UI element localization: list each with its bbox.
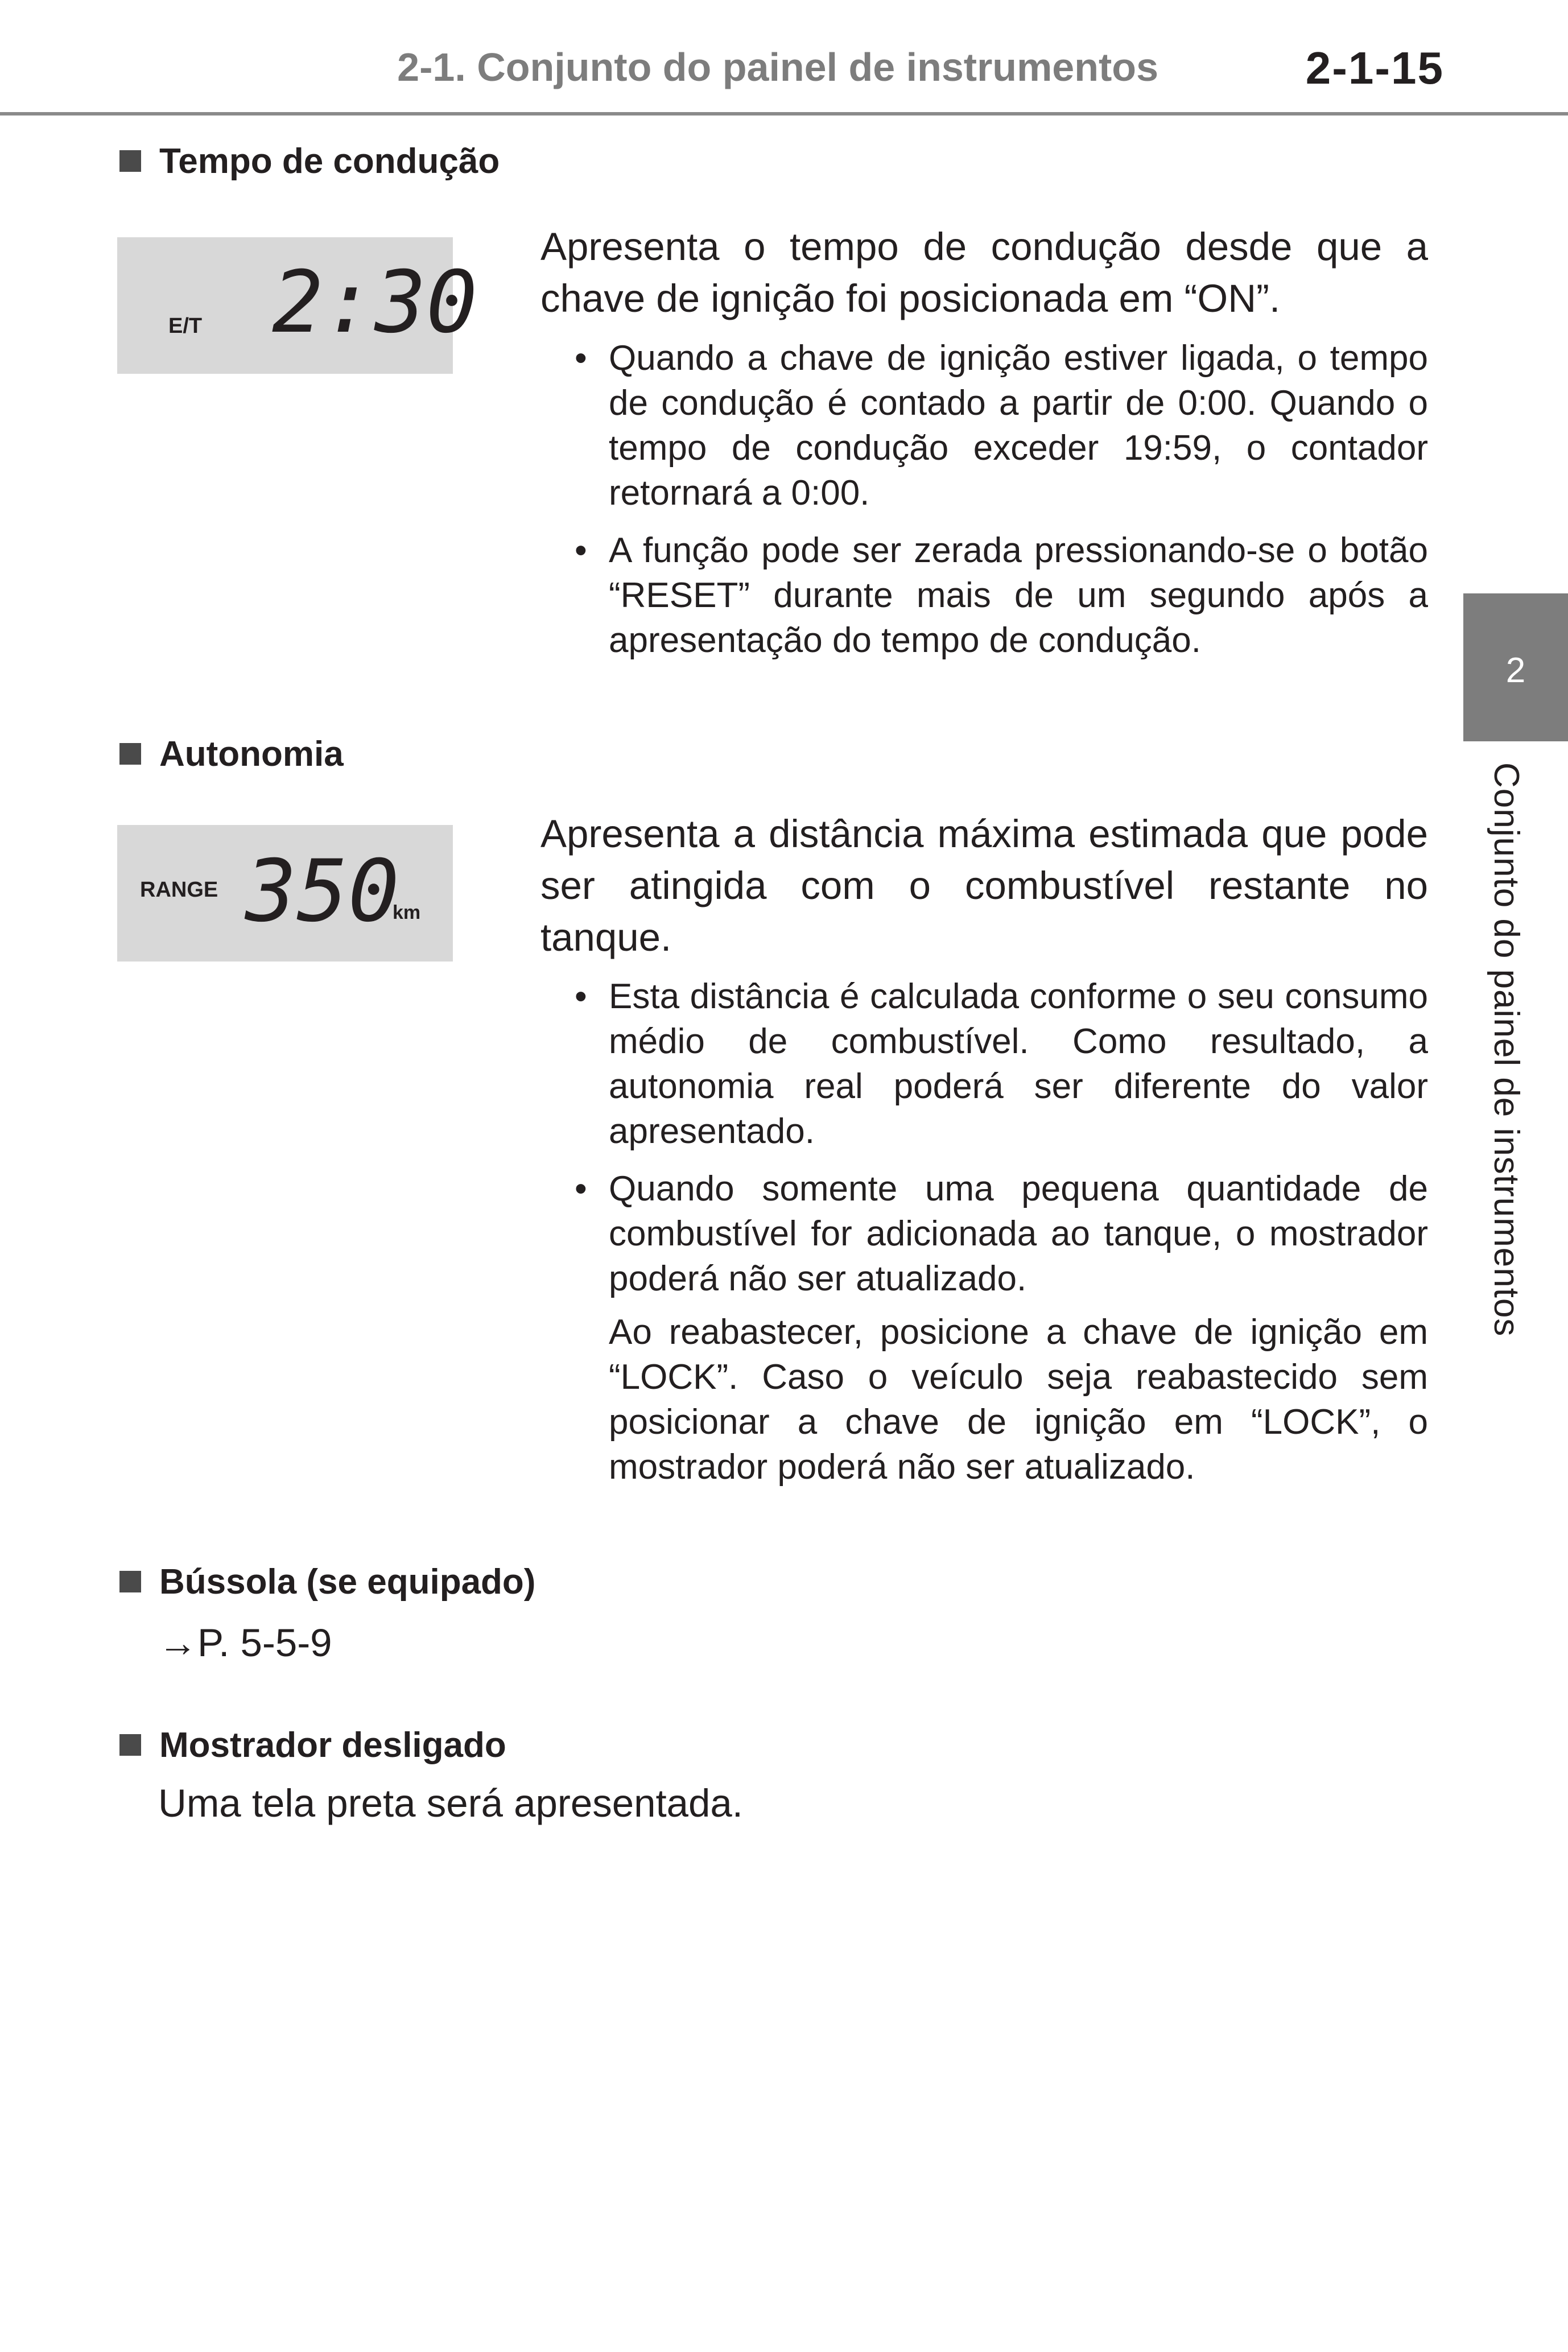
section-heading-display-off	[119, 1725, 506, 1765]
section-heading-text: Tempo de condução	[159, 142, 500, 181]
section-heading-driving-time	[119, 141, 500, 181]
bullet-dot-icon: •	[575, 339, 587, 378]
range-bullets	[569, 974, 1428, 1314]
square-bullet-icon	[119, 150, 141, 172]
section-heading-text: Autonomia	[159, 735, 344, 774]
list-item: • A função pode ser zerada pressionando-se o botão “RESET” durante mais de um segundo após a apresentação do tempo de condução.	[569, 528, 1428, 663]
lcd-unit: km	[393, 902, 421, 923]
lcd-label: RANGE	[140, 878, 218, 902]
bullet-dot-icon: •	[575, 1169, 587, 1208]
square-bullet-icon	[119, 1571, 141, 1592]
chapter-title-vertical: Conjunto do painel de instrumentos	[1487, 762, 1526, 1337]
bullet-dot-icon: •	[575, 531, 587, 570]
section-heading-range	[119, 734, 344, 774]
driving-time-description: Apresenta o tempo de condução desde que a chave de ignição foi posicionada em “ON”.	[540, 225, 1428, 320]
header-section-title: 2-1. Conjunto do painel de instrumentos	[397, 45, 1158, 89]
page-number: 2-1-15	[1305, 43, 1444, 93]
lcd-value: 350	[245, 842, 399, 941]
section-heading-text: Bússola (se equipado)	[159, 1562, 536, 1602]
lcd-value: 2:30	[272, 253, 478, 352]
lcd-driving-time	[117, 237, 478, 374]
range-description: Apresenta a distância máxima estimada que pode ser atingida com o combustível restante no tanque.	[540, 812, 1428, 959]
header-divider	[0, 112, 1568, 115]
list-item: • Esta distância é calculada conforme o seu consumo médio de combustível. Como resultado, a autonomia real poderá ser diferente do valor apresentado.	[569, 974, 1428, 1154]
list-item: • Quando somente uma pequena quantidade de combustível for adicionada ao tanque, o mostrador poderá não ser atualizado.	[569, 1166, 1428, 1301]
display-off-description: Uma tela preta será apresentada.	[158, 1781, 743, 1825]
range-refuel-note: Ao reabastecer, posicione a chave de ignição em “LOCK”. Caso o veículo seja reabastecido sem posicionar a chave de ignição em “LOCK”, o mostrador poderá não ser atualizado.	[609, 1313, 1428, 1487]
bullet-dot-icon: •	[575, 977, 587, 1016]
compass-page-reference: →P. 5-5-9	[158, 1621, 332, 1665]
list-item: • Quando a chave de ignição estiver ligada, o tempo de condução é contado a partir de 0:00. Quando o tempo de condução exceder 19:59, o contador retornará a 0:00.	[569, 336, 1428, 515]
driving-time-bullets	[569, 336, 1428, 675]
square-bullet-icon	[119, 743, 141, 765]
section-heading-compass	[119, 1562, 535, 1602]
square-bullet-icon	[119, 1734, 141, 1756]
section-heading-text: Mostrador desligado	[159, 1726, 506, 1765]
chapter-number: 2	[1505, 651, 1526, 690]
chapter-tab	[1463, 593, 1568, 741]
lcd-label: E/T	[168, 314, 203, 338]
lcd-range	[117, 825, 453, 962]
